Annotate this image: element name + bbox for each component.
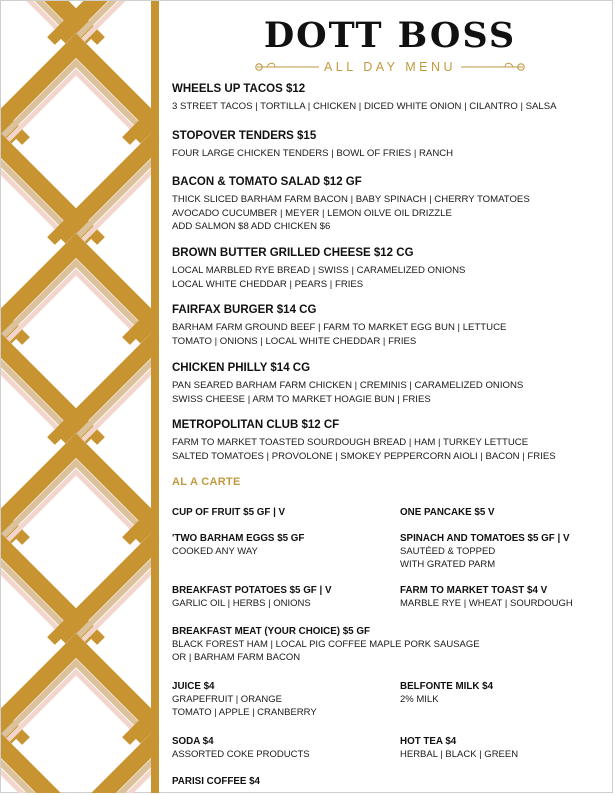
menu-item-description: PAN SEARED BARHAM FARM CHICKEN | CREMINIS | CARAMELIZED ONIONS [172,380,524,391]
ala-carte-item-description: WITH GRATED PARM [400,559,496,571]
menu-item [172,418,592,463]
ala-carte-item [172,532,387,558]
menu-subtitle: ALL DAY MENU [323,60,457,74]
menu-item [172,246,592,291]
menu-item [172,361,592,406]
ala-carte-item [172,625,592,665]
ala-carte-item [172,506,387,519]
ala-carte-item-title: BELFONTE MILK $4 [400,681,494,692]
chevron-stripe [51,141,159,241]
menu-item-description: ADD SALMON $8 ADD CHICKEN $6 [172,221,331,233]
ala-carte-item-title: 'TWO BARHAM EGGS $5 GF [172,533,305,544]
menu-item-description: THICK SLICED BARHAM FARM BACON | BABY SPINACH | CHERRY TOMATOES [172,194,530,205]
restaurant-title: DOTT BOSS [263,15,517,56]
ala-carte-item [400,735,615,761]
ala-carte-item [400,532,615,572]
ala-carte-item-description: SAUTÉED & TOPPED [400,546,496,557]
menu-item [172,175,592,234]
ala-carte-item-title: BREAKFAST POTATOES $5 GF | V [172,585,332,596]
ala-carte-item [400,584,615,610]
menu-item-description: FARM TO MARKET TOASTED SOURDOUGH BREAD | HAM | TURKEY LETTUCE [172,437,529,448]
menu-item-description: BARHAM FARM GROUND BEEF | FARM TO MARKET EGG BUN | LETTUCE [172,322,507,333]
ala-carte-item-description: MARBLE RYE | WHEAT | SOURDOUGH [400,598,573,609]
menu-item [172,82,592,114]
ala-carte-item-description: 2% MILK [400,694,439,705]
menu-item-description: SALTED TOMATOES | PROVOLONE | SMOKEY PEPPERCORN AIOLI | BACON | FRIES [172,450,556,462]
ala-carte-item-description: TOMATO | APPLE | CRANBERRY [172,707,317,719]
ala-carte-item-description: GRAPEFRUIT | ORANGE [172,694,282,705]
scroll-ornament-right-icon [457,58,527,76]
ala-carte-item-title: PARISI COFFEE $4 [172,776,261,787]
ala-carte-item-description: OR | BARHAM FARM BACON [172,652,301,664]
art-deco-pattern-panel [1,1,159,793]
subtitle-row [245,58,535,76]
menu-item-title: BACON & TOMATO SALAD $12 GF [172,176,362,188]
ala-carte-item-description: BLACK FOREST HAM | LOCAL PIG COFFEE MAPLE PORK SAUSAGE [172,639,480,650]
ala-carte-item [172,775,387,788]
ala-carte-item [400,506,615,519]
menu-item-description: FOUR LARGE CHICKEN TENDERS | BOWL OF FRIES | RANCH [172,148,454,159]
ala-carte-item-title: HOT TEA $4 [400,736,457,747]
ala-carte-item-description: COOKED ANY WAY [172,546,258,557]
ala-carte-item-title: SODA $4 [172,736,214,747]
menu-item-title: FAIRFAX BURGER $14 CG [172,304,317,316]
menu-item-title: STOPOVER TENDERS $15 [172,130,317,142]
ala-carte-item-description: ASSORTED COKE PRODUCTS [172,749,310,760]
ala-carte-item-title: FARM TO MARKET TOAST $4 V [400,585,548,596]
menu-item-description: LOCAL WHITE CHEDDAR | PEARS | FRIES [172,278,364,290]
ala-carte-item [172,584,387,610]
ala-carte-item-title: BREAKFAST MEAT (YOUR CHOICE) $5 GF [172,626,370,637]
menu-item-description: LOCAL MARBLED RYE BREAD | SWISS | CARAMELIZED ONIONS [172,265,466,276]
menu-item-description: TOMATO | ONIONS | LOCAL WHITE CHEDDAR | FRIES [172,335,417,347]
menu-item-title: CHICKEN PHILLY $14 CG [172,362,311,374]
ala-carte-item-title: SPINACH AND TOMATOES $5 GF | V [400,533,570,544]
ala-carte-item-title: JUICE $4 [172,681,215,692]
menu-item [172,303,592,348]
menu-header [245,16,535,76]
ala-carte-heading: AL A CARTE [172,476,241,488]
menu-item-title: METROPOLITAN CLUB $12 CF [172,419,340,431]
ala-carte-item-title: ONE PANCAKE $5 V [400,507,495,518]
chevron-stripe [51,341,159,441]
menu-item-description: AVOCADO CUCUMBER | MEYER | LEMON OILVE OIL DRIZZLE [172,207,452,219]
ala-carte-item [172,680,387,720]
menu-item-title: WHEELS UP TACOS $12 [172,83,306,95]
menu-item [172,129,592,161]
ala-carte-item [400,680,615,706]
chevron-stripe [51,541,159,641]
menu-item-description: SWISS CHEESE | ARM TO MARKET HOAGIE BUN | FRIES [172,393,431,405]
menu-item-title: BROWN BUTTER GRILLED CHEESE $12 CG [172,247,414,259]
ala-carte-item-title: CUP OF FRUIT $5 GF | V [172,507,286,518]
ala-carte-item [172,735,387,761]
menu-item-description: 3 STREET TACOS | TORTILLA | CHICKEN | DICED WHITE ONION | CILANTRO | SALSA [172,101,557,112]
ala-carte-item-description: GARLIC OIL | HERBS | ONIONS [172,598,311,609]
ala-carte-item-description: HERBAL | BLACK | GREEN [400,749,519,760]
